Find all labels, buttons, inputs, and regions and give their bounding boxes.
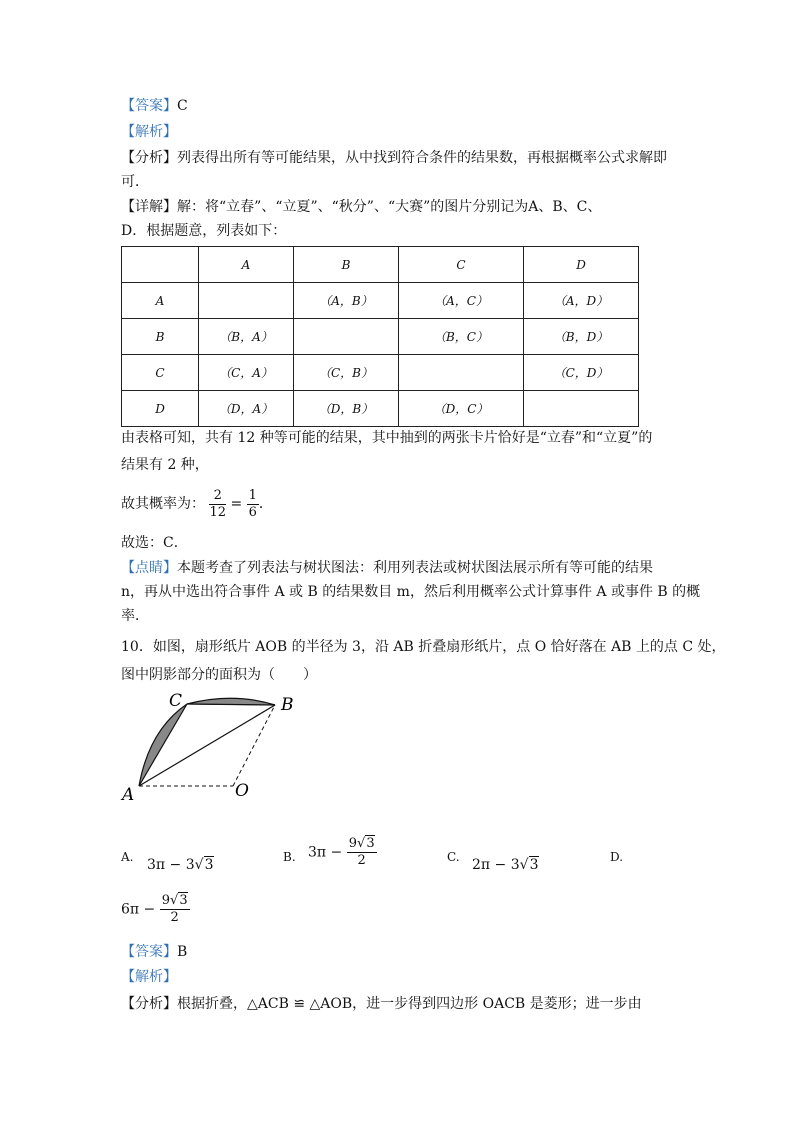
probability-table	[121, 246, 639, 427]
xiangjie-line-1	[121, 197, 601, 217]
analysis-tag-1: 【解析】	[121, 124, 177, 140]
dianjing-tag: 【点睛】	[121, 560, 177, 576]
xiangjie-text-1: 解：将“立春”、“立夏”、“秋分”、“大赛”的图片分别记为A、B、C、	[177, 199, 602, 215]
xiangjie-tag: 【详解】	[121, 199, 177, 215]
answer-line-1	[121, 96, 188, 116]
table-cell	[199, 283, 294, 319]
analysis-tag-2: 【解析】	[121, 969, 177, 985]
table-cell	[524, 391, 639, 427]
shaded-segment-ac	[139, 704, 187, 786]
table-cell	[122, 247, 199, 283]
result-line-1: 由表格可知，共有 12 种等可能的结果，其中抽到的两张卡片恰好是“立春”和“立夏”的	[121, 430, 653, 446]
table-cell: （B，A）	[199, 319, 294, 355]
sector-figure	[115, 688, 315, 818]
answer-value: C	[177, 98, 188, 114]
table-cell: （D，A）	[199, 391, 294, 427]
question-10-line-2: 图中阴影部分的面积为（ ）	[121, 667, 317, 683]
table-cell: C	[122, 355, 199, 391]
option-a-expression: 3π − 3√3	[147, 857, 214, 873]
table-cell: （C，B）	[294, 355, 399, 391]
fenxi-tag: 【分析】	[121, 996, 177, 1012]
fenxi-text-2: 根据折叠，△ACB ≌ △AOB，进一步得到四边形 OACB 是菱形；进一步由	[177, 996, 642, 1012]
table-row	[122, 391, 639, 427]
fenxi-text-2: 可．	[121, 174, 149, 190]
label-o: O	[235, 781, 249, 801]
fenxi-line-1	[121, 148, 667, 168]
table-cell: B	[122, 319, 199, 355]
table-row	[122, 355, 639, 391]
table-cell: C	[399, 247, 524, 283]
option-c-label: C.	[447, 850, 460, 864]
equals-sign: =	[230, 496, 243, 512]
choose-line-1: 故选：C．	[121, 535, 188, 551]
option-d-label: D.	[610, 850, 624, 864]
fenxi-tag: 【分析】	[121, 150, 177, 166]
dianjing-text-1: 本题考查了列表法与树状图法：利用列表法或树状图法展示所有等可能的结果	[177, 560, 653, 576]
table-cell: （D，B）	[294, 391, 399, 427]
fraction-2-12: $\frac{2}{12}$	[209, 487, 226, 520]
table-cell: （A，C）	[399, 283, 524, 319]
answer-value: B	[177, 944, 188, 960]
option-a-label: A.	[121, 850, 134, 864]
fenxi-text-1: 列表得出所有等可能结果，从中找到符合条件的结果数，再根据概率公式求解即	[177, 150, 667, 166]
dianjing-text-3: 率．	[121, 608, 149, 624]
prob-prefix: 故其概率为：	[121, 496, 205, 512]
table-cell: （A，B）	[294, 283, 399, 319]
table-cell	[399, 355, 524, 391]
prob-suffix: ．	[258, 496, 273, 512]
answer-line-2	[121, 942, 187, 962]
label-c: C	[169, 691, 183, 711]
table-cell: （C，D）	[524, 355, 639, 391]
label-a: A	[122, 785, 135, 805]
table-cell: B	[294, 247, 399, 283]
table-cell: （C，A）	[199, 355, 294, 391]
option-d-expression: 6π − $\frac{9√3}{2}$	[121, 893, 188, 925]
label-b: B	[281, 695, 294, 715]
table-cell: A	[122, 283, 199, 319]
table-cell: （D，C）	[399, 391, 524, 427]
table-cell: （B，C）	[399, 319, 524, 355]
dianjing-text-2: n，再从中选出符合事件 A 或 B 的结果数目 m，然后利用概率公式计算事件 A 或事件 B 的概	[121, 584, 701, 600]
table-cell: A	[199, 247, 294, 283]
question-10-line-1: 10．如图，扇形纸片 AOB 的半径为 3，沿 AB 折叠扇形纸片，点 O 恰好落在 AB 上的点 C 处，	[121, 639, 726, 655]
option-c-expression: 2π − 3√3	[472, 857, 539, 873]
fraction-1-6: $\frac{1}{6}$	[248, 487, 257, 520]
table-cell: D	[122, 391, 199, 427]
table-row	[122, 319, 639, 355]
table-cell: （B，D）	[524, 319, 639, 355]
probability-line	[121, 484, 273, 524]
answer-tag: 【答案】	[121, 98, 177, 114]
answer-tag: 【答案】	[121, 944, 177, 960]
fenxi-line-2	[121, 994, 642, 1014]
xiangjie-text-2: D．根据题意，列表如下：	[121, 223, 287, 239]
table-cell: D	[524, 247, 639, 283]
option-b-label: B.	[283, 850, 296, 864]
option-b-expression: 3π − $\frac{9√3}{2}$	[308, 836, 375, 868]
table-cell: （A，D）	[524, 283, 639, 319]
dianjing-line-1	[121, 558, 653, 578]
table-cell	[294, 319, 399, 355]
result-line-2: 结果有 2 种，	[121, 457, 209, 473]
table-row	[122, 283, 639, 319]
table-row	[122, 247, 639, 283]
